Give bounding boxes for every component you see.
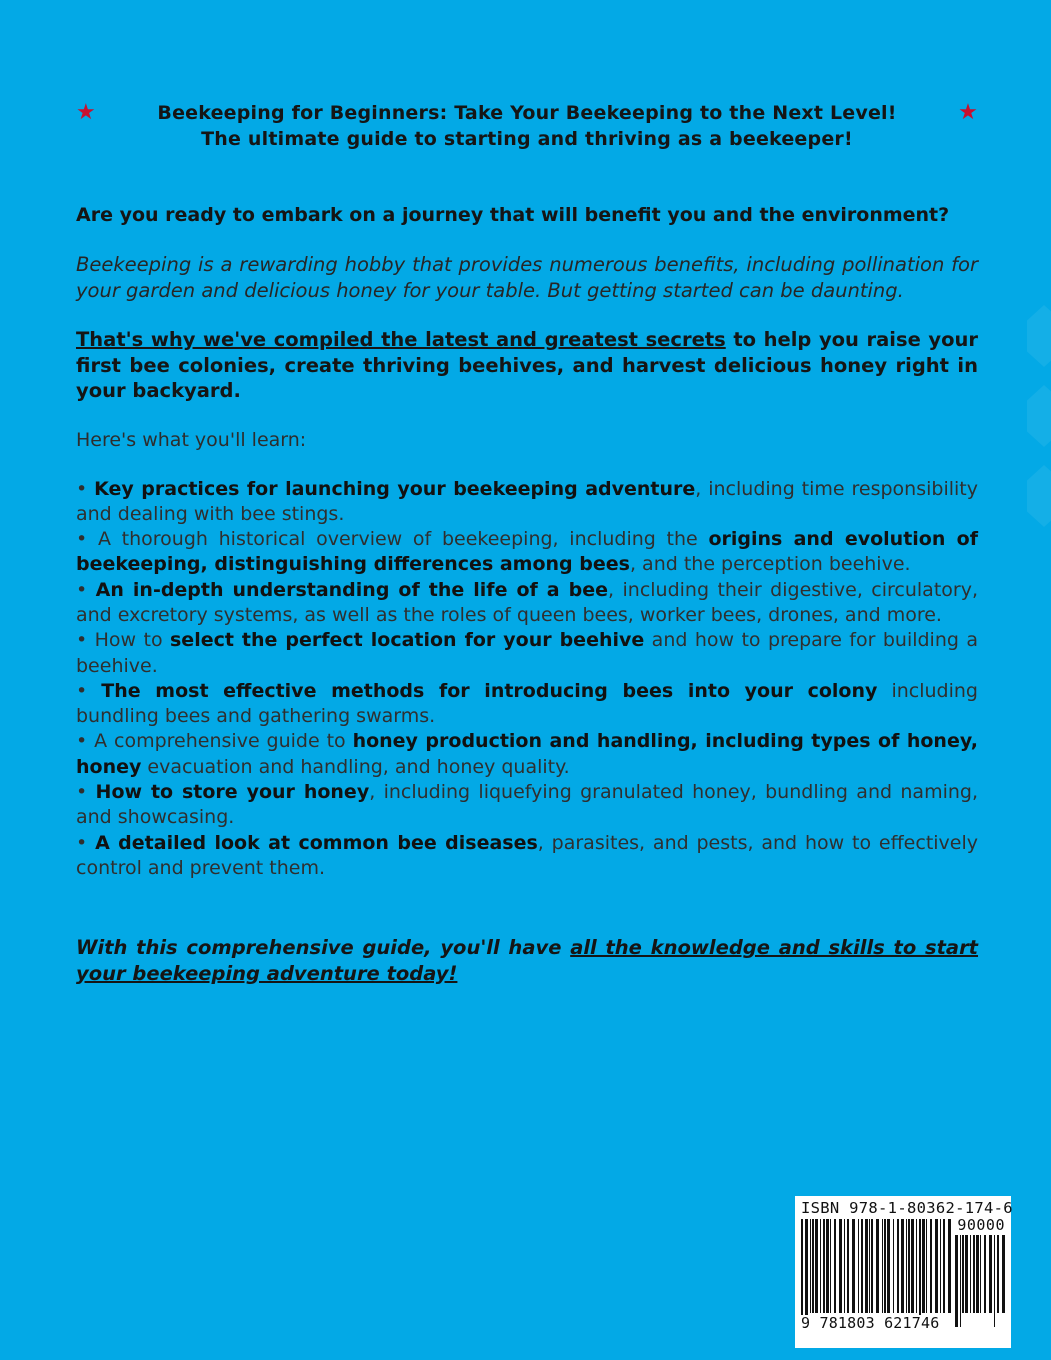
back-cover-text (76, 100, 978, 986)
isbn-label: ISBN 978-1-80362-174-6 (801, 1199, 1013, 1217)
isbn-barcode (795, 1196, 1011, 1348)
barcode-bar (980, 1235, 981, 1313)
barcode-bar (882, 1219, 883, 1313)
barcode-bar (940, 1219, 941, 1313)
hexagon-decoration (1027, 465, 1051, 527)
barcode-bar (834, 1219, 836, 1313)
closing-underlined: all the knowledge and skills to start your beekeeping adventure today! (76, 936, 979, 985)
barcode-bar (943, 1219, 945, 1313)
addon-code: 90000 (957, 1216, 1005, 1234)
barcode-bar (865, 1219, 868, 1313)
barcode-bar (858, 1219, 859, 1313)
barcode-bar (887, 1219, 890, 1313)
barcode-bar (884, 1219, 886, 1313)
barcode-bar (908, 1219, 910, 1313)
list-item: • A comprehensive guide to honey production and handling, including types of honey, honey evacuation and handling, and honey quality. (76, 730, 978, 778)
barcode-bar (935, 1219, 938, 1313)
closing-plain: With this comprehensive guide, you'll have (76, 936, 571, 960)
bullet-icon: • (76, 831, 88, 854)
hexagon-decoration (1027, 385, 1051, 447)
intro-paragraph: Beekeeping is a rewarding hobby that provides numerous benefits, including pollination for your garden and delicious honey for your table. But getting started can be daunting. (76, 253, 978, 302)
barcode-bar (801, 1219, 803, 1327)
list-item: • The most effective methods for introducing bees into your colony including bundling bees and gathering swarms. (76, 679, 978, 728)
promise-rest: to help you raise your first bee colonies, create thriving beehives, and harvest delicious honey right in your backyard. (76, 328, 978, 402)
barcode-bar (955, 1235, 958, 1327)
list-item: • An in-depth understanding of the life of a bee, including their digestive, circulatory, and excretory systems, as well as the roles of queen bees, worker bees, drones, and more. (76, 578, 978, 626)
barcode-bar (861, 1219, 863, 1313)
barcode-bar (911, 1219, 914, 1313)
list-item: • How to store your honey, including liquefying granulated honey, bundling and naming, and showcasing. (76, 781, 978, 829)
list-item: • Key practices for launching your beekeeping adventure, including time responsibility and dealing with bee stings. (76, 477, 978, 525)
barcode-bar (997, 1235, 999, 1313)
barcode-bar (919, 1219, 921, 1327)
barcode-bar (812, 1219, 814, 1313)
barcode-bar (839, 1219, 842, 1313)
barcode-bar (901, 1219, 904, 1313)
promise-paragraph (76, 327, 978, 404)
barcode-bar (830, 1219, 831, 1313)
barcode-bar (815, 1219, 818, 1313)
list-item: • How to select the perfect location for your beehive and how to prepare for building a beehive. (76, 629, 978, 677)
barcode-bar (1002, 1235, 1005, 1313)
learning-list (76, 477, 978, 882)
promise-underlined: That's why we've compiled the latest and greatest secrets (76, 328, 726, 351)
bullet-icon: • (76, 781, 88, 804)
addon-barcode-graphic (955, 1216, 1005, 1327)
lead-question: Are you ready to embark on a journey that will benefit you and the environment? (76, 204, 950, 226)
barcode-bar (810, 1219, 811, 1313)
barcode-bar (922, 1219, 925, 1313)
barcode-bar (906, 1219, 907, 1313)
barcode-bar (820, 1219, 821, 1313)
barcode-bars (801, 1216, 1005, 1332)
bullet-icon: • (76, 629, 88, 652)
bullet-icon: • (76, 578, 88, 601)
barcode-bar (869, 1219, 870, 1313)
barcode-bar (897, 1219, 899, 1313)
barcode-bar (930, 1219, 932, 1313)
barcode-bar (948, 1219, 951, 1313)
closing-paragraph (76, 935, 978, 986)
barcode-bar (823, 1219, 825, 1313)
barcode-bar (805, 1219, 808, 1327)
barcode-bar (973, 1235, 975, 1313)
barcode-bar (976, 1235, 979, 1313)
barcode-bar (970, 1235, 971, 1313)
barcode-bar (893, 1219, 894, 1313)
barcode-bar (871, 1219, 873, 1313)
bullet-icon: • (76, 730, 88, 753)
barcode-bar (826, 1219, 829, 1313)
bullet-icon: • (76, 679, 88, 702)
barcode-bar (876, 1219, 879, 1313)
barcode-bar (965, 1235, 968, 1313)
barcode-bar (852, 1219, 855, 1313)
bullet-icon: • (76, 528, 88, 551)
ean-digits: 9 781803 621746 (801, 1314, 940, 1332)
list-item: • A detailed look at common bee diseases, parasites, and pests, and how to effectively control and prevent them. (76, 831, 979, 879)
hexagon-decoration (1027, 305, 1051, 367)
ean-barcode-graphic (801, 1219, 951, 1327)
book-heading (76, 100, 978, 152)
barcode-bar (916, 1219, 917, 1313)
bullet-icon: • (76, 477, 88, 500)
book-subtitle: The ultimate guide to starting and thriving as a beekeeper! (201, 128, 853, 150)
list-item: • A thorough historical overview of beekeeping, including the origins and evolution of beekeeping, distinguishing differences among bees, and the perception beehive. (76, 528, 978, 576)
barcode-bar (844, 1219, 845, 1313)
learn-heading: Here's what you'll learn: (76, 428, 307, 451)
barcode-bar (926, 1219, 927, 1313)
book-title: Beekeeping for Beginners: Take Your Beekeeping to the Next Level! (157, 102, 897, 124)
barcode-bar (962, 1235, 964, 1313)
barcode-bar (989, 1235, 992, 1313)
barcode-bar (960, 1235, 961, 1327)
star-icon: ★ (76, 100, 96, 125)
barcode-bar (847, 1219, 849, 1313)
barcode-bar (994, 1235, 995, 1327)
barcode-bar (984, 1235, 986, 1313)
star-icon: ★ (958, 100, 978, 125)
